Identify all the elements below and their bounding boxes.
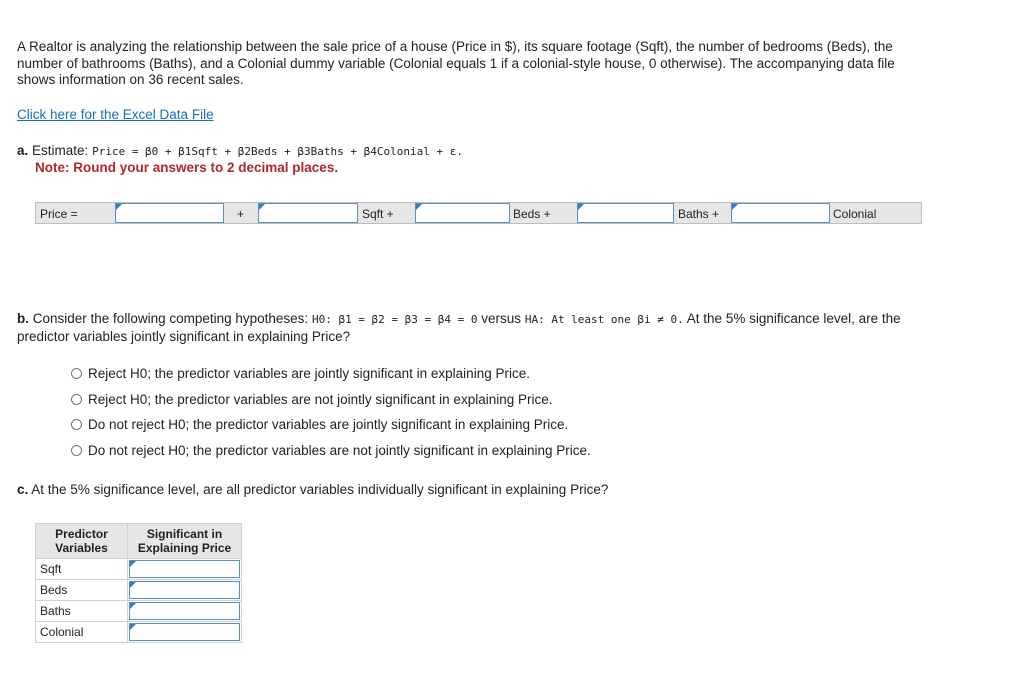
part-b-text-1: Consider the following competing hypotheses: — [32, 311, 309, 326]
option-4-label: Do not reject H0; the predictor variables are not jointly significant in explaining Price. — [88, 442, 591, 458]
row-label-beds: Beds — [36, 580, 128, 601]
option-1-label: Reject H0; the predictor variables are jointly significant in explaining Price. — [88, 366, 530, 382]
radio-2[interactable] — [71, 394, 82, 405]
radio-1[interactable] — [71, 368, 82, 379]
beds-coef-input[interactable] — [415, 203, 510, 223]
null-hypothesis: H0: β1 = β2 = β3 = β4 = 0 — [311, 313, 478, 326]
part-a-prompt — [17, 143, 463, 158]
row-label-sqft: Sqft — [36, 559, 128, 580]
header-significant-line2: Explaining Price — [137, 541, 232, 555]
plus-label: + — [237, 207, 245, 221]
alt-hypothesis: HA: At least one βi ≠ 0. — [524, 313, 684, 326]
sqft-dropdown-box[interactable] — [129, 560, 240, 578]
significance-table — [35, 523, 242, 643]
sqft-significance-dropdown[interactable] — [128, 559, 242, 580]
part-b-prefix: b. — [17, 311, 29, 326]
part-b-text-2: At the 5% significance level, are the predictor variables jointly significant in explaining Price? — [17, 311, 901, 344]
beds-significance-dropdown[interactable] — [128, 580, 242, 601]
option-3-label: Do not reject H0; the predictor variables are jointly significant in explaining Price. — [88, 417, 569, 433]
regression-model: Price = β0 + β1Sqft + β2Beds + β3Baths + β4Colonial + ε. — [92, 145, 463, 158]
header-predictor-line2: Variables — [55, 541, 108, 555]
table-row — [36, 580, 242, 601]
excel-data-link[interactable]: Click here for the Excel Data File — [17, 107, 214, 122]
row-label-baths: Baths — [36, 601, 128, 622]
colonial-significance-dropdown[interactable] — [128, 622, 242, 643]
table-row — [36, 559, 242, 580]
table-row — [36, 622, 242, 643]
baths-label: Baths + — [678, 207, 720, 221]
part-b-options — [71, 361, 591, 463]
option-2-label: Reject H0; the predictor variables are not jointly significant in explaining Price. — [88, 391, 553, 407]
baths-dropdown-box[interactable] — [129, 602, 240, 620]
part-c-prompt — [17, 482, 608, 497]
intercept-input[interactable] — [115, 203, 224, 223]
part-b-prompt — [17, 310, 907, 345]
table-row — [36, 601, 242, 622]
option-2[interactable] — [71, 387, 591, 413]
beds-label: Beds + — [513, 207, 551, 221]
sqft-coef-input[interactable] — [258, 203, 358, 223]
part-c-prefix: c. — [17, 482, 29, 497]
option-1[interactable] — [71, 361, 591, 387]
equation-row — [35, 202, 922, 224]
sqft-label: Sqft + — [362, 207, 394, 221]
baths-significance-dropdown[interactable] — [128, 601, 242, 622]
part-c-text: At the 5% significance level, are all predictor variables individually significant in explaining Price? — [31, 482, 609, 497]
problem-intro: A Realtor is analyzing the relationship between the sale price of a house (Price in $), its square footage (Sqft), the number of bedrooms (Beds), the number of bathrooms (Baths), and a Colonial dummy variable (Colonial equals 1 if a colonial-style house, 0 otherwise). The accompanying data file shows information on 36 recent sales. — [17, 39, 895, 87]
option-3[interactable] — [71, 412, 591, 438]
radio-3[interactable] — [71, 419, 82, 430]
colonial-dropdown-box[interactable] — [129, 623, 240, 641]
colonial-label: Colonial — [833, 207, 877, 221]
row-label-colonial: Colonial — [36, 622, 128, 643]
part-a-prefix: a. — [17, 143, 29, 158]
price-label: Price = — [40, 207, 78, 221]
part-a-label: Estimate: — [32, 143, 89, 158]
header-significant — [128, 524, 242, 559]
beds-dropdown-box[interactable] — [129, 581, 240, 599]
header-predictor — [36, 524, 128, 559]
colonial-coef-input[interactable] — [731, 203, 830, 223]
baths-coef-input[interactable] — [577, 203, 674, 223]
header-significant-line1: Significant in — [146, 527, 223, 541]
option-4[interactable] — [71, 438, 591, 464]
radio-4[interactable] — [71, 445, 82, 456]
versus-word: versus — [481, 311, 522, 326]
rounding-note: Note: Round your answers to 2 decimal places. — [35, 160, 339, 175]
header-predictor-line1: Predictor — [55, 527, 108, 541]
